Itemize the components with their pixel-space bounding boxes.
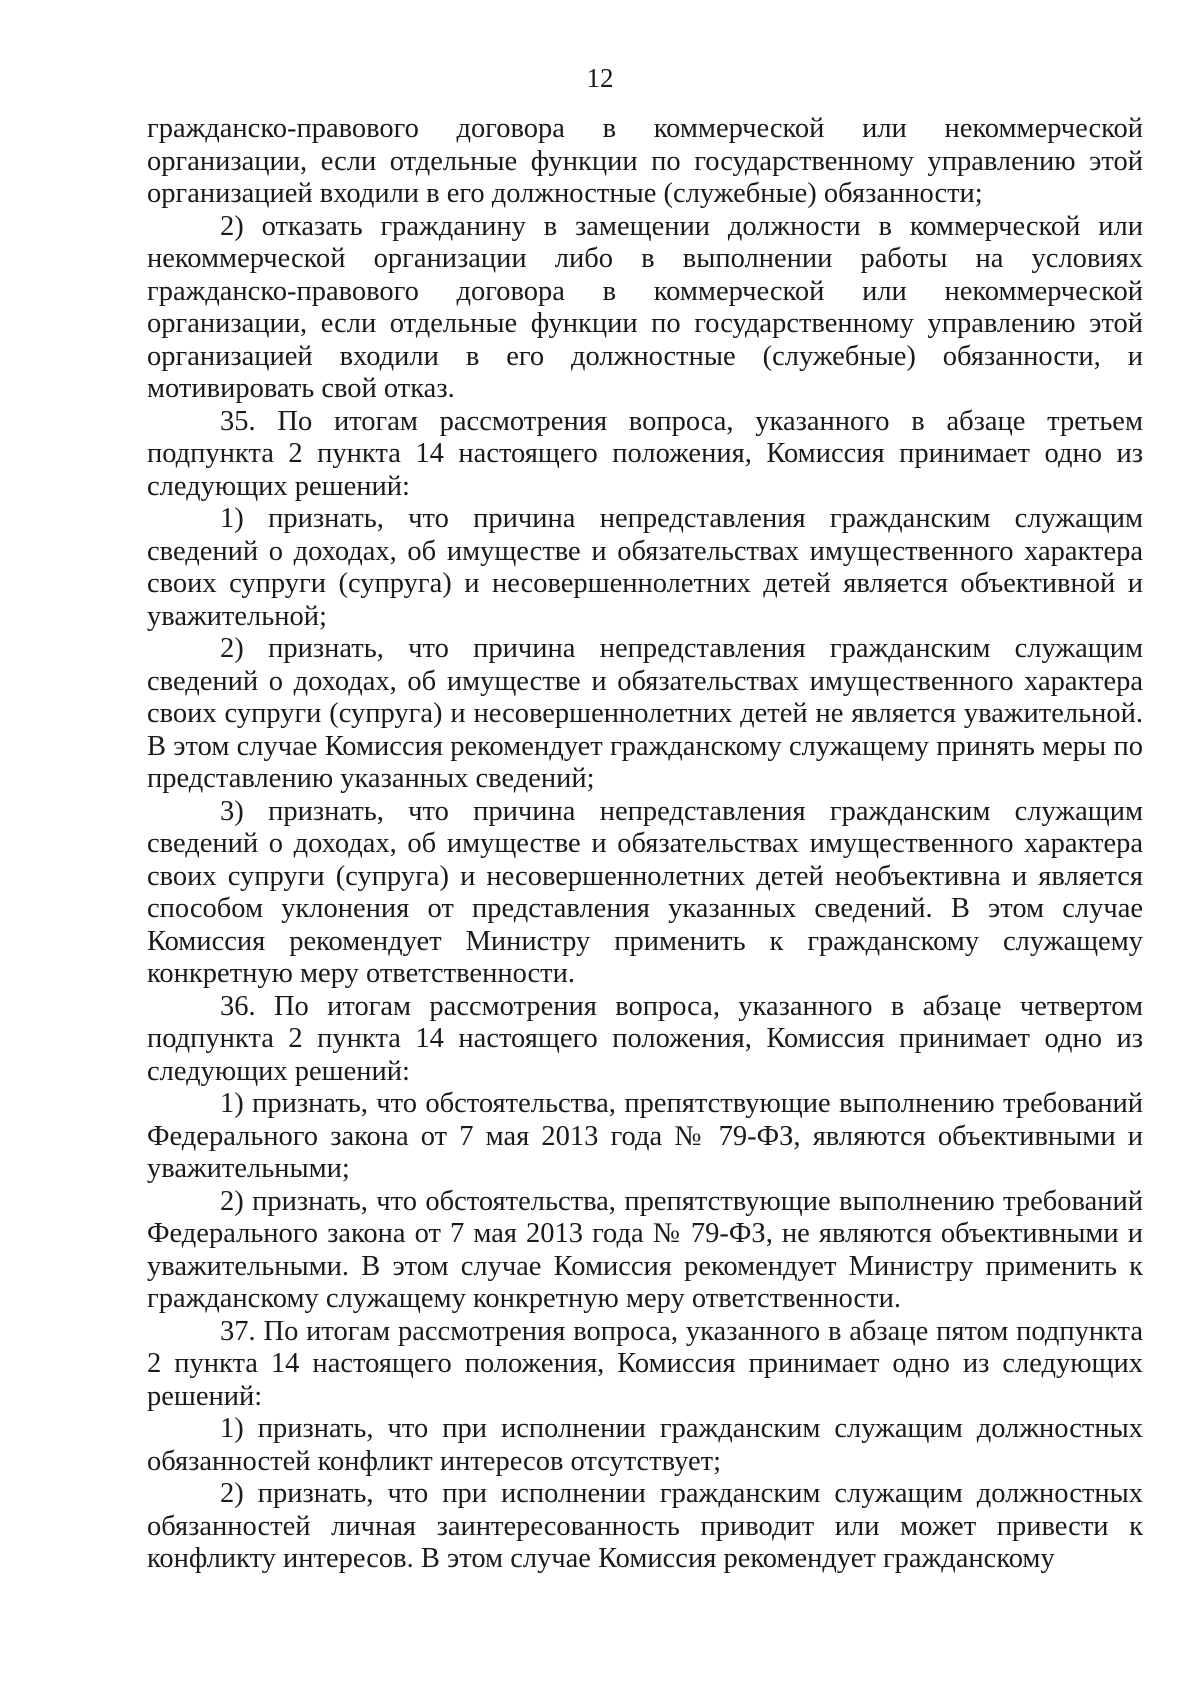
- paragraph-item-2-refuse: 2) отказать гражданину в замещении должности в коммерческой или некоммерческой организации либо в выполнении работы на условиях гражданско-правового договора в коммерческой или некоммерческой организации, если отдельные функции по государственному управлению этой организацией входили в его должностные (служебные) обязанности, и мотивировать свой отказ.: [147, 210, 1143, 404]
- paragraph-35-item-1: 1) признать, что причина непредставления гражданским служащим сведений о доходах, об имуществе и обязательствах имущественного характера своих супруги (супруга) и несовершеннолетних детей является объективной и уважительной;: [147, 503, 1143, 632]
- paragraph-37-item-1: 1) признать, что при исполнении гражданским служащим должностных обязанностей конфликт интересов отсутствует;: [147, 1413, 1143, 1477]
- paragraph-37-item-2: 2) признать, что при исполнении гражданским служащим должностных обязанностей личная заинтересованность приводит или может привести к конфликту интересов. В этом случае Комиссия рекомендует гражданскому: [147, 1478, 1143, 1574]
- document-body: [147, 113, 1143, 1576]
- paragraph-continuation: гражданско-правового договора в коммерческой или некоммерческой организации, если отдельные функции по государственному управлению этой организацией входили в его должностные (служебные) обязанности;: [147, 113, 1143, 209]
- paragraph-36-item-1: 1) признать, что обстоятельства, препятствующие выполнению требований Федерального закона от 7 мая 2013 года № 79-ФЗ, являются объективными и уважительными;: [147, 1088, 1143, 1184]
- paragraph-37: 37. По итогам рассмотрения вопроса, указанного в абзаце пятом подпункта 2 пункта 14 настоящего положения, Комиссия принимает одно из следующих решений:: [147, 1315, 1143, 1412]
- paragraph-35: 35. По итогам рассмотрения вопроса, указанного в абзаце третьем подпункта 2 пункта 14 настоящего положения, Комиссия принимает одно из следующих решений:: [147, 405, 1143, 502]
- page-number: 12: [586, 63, 614, 93]
- paragraph-36-item-2: 2) признать, что обстоятельства, препятствующие выполнению требований Федерального закона от 7 мая 2013 года № 79-ФЗ, не являются объективными и уважительными. В этом случае Комиссия рекомендует Министру применить к гражданскому служащему конкретную меру ответственности.: [147, 1185, 1143, 1314]
- paragraph-35-item-2: 2) признать, что причина непредставления гражданским служащим сведений о доходах, об имуществе и обязательствах имущественного характера своих супруги (супруга) и несовершеннолетних детей не является уважительной. В этом случае Комиссия рекомендует гражданскому служащему принять меры по представлению указанных сведений;: [147, 633, 1143, 794]
- paragraph-35-item-3: 3) признать, что причина непредставления гражданским служащим сведений о доходах, об имуществе и обязательствах имущественного характера своих супруги (супруга) и несовершеннолетних детей необъективна и является способом уклонения от представления указанных сведений. В этом случае Комиссия рекомендует Министру применить к гражданскому служащему конкретную меру ответственности.: [147, 795, 1143, 989]
- paragraph-36: 36. По итогам рассмотрения вопроса, указанного в абзаце четвертом подпункта 2 пункта 14 настоящего положения, Комиссия принимает одно из следующих решений:: [147, 990, 1143, 1087]
